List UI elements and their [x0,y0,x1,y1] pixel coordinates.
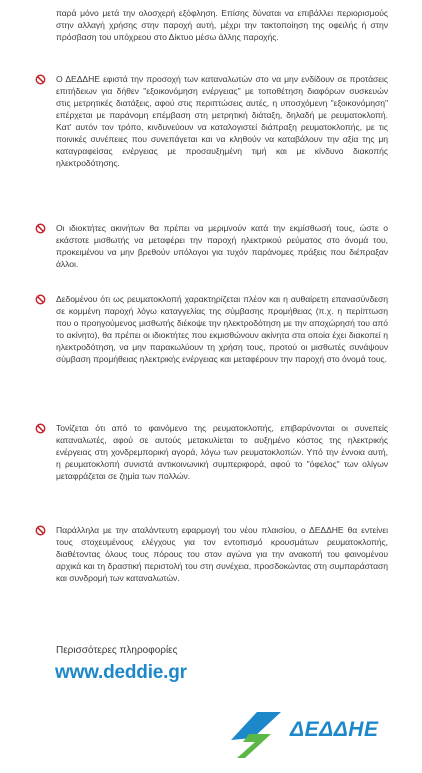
prohibition-icon [35,423,46,434]
intro-paragraph [56,7,388,43]
bullet-item [56,222,388,270]
intro-text: παρά μόνο μετά την ολοσχερή εξόφληση. Επίσης δύναται να επιβάλλει περιορισμούς στην αλλαγή χρήσης στην παροχή αυτή, μέχρι την τακτοποίηση της οφειλής ή στην πρόσβαση του υπόχρεου στο Δίκτυο μέσω άλλης παροχής. [56,8,388,42]
bullet-text: Δεδομένου ότι ως ρευματοκλοπή χαρακτηρίζεται πλέον και η αυθαίρετη επανασύνδεση σε κομμένη παροχή λόγω καταγγελίας της σύμβασης προμήθειας (π.χ. η περίπτωση που ο προηγούμενος μισθωτής διέκοψε την ηλεκτροδότηση με την αποχώρησή του από το ακίνητο), θα πρέπει οι ιδιοκτήτες που εκμισθώνουν ακίνητα στα οποία έχει διακοπεί η ηλεκτροδότηση, να μην παρακωλύουν τη χρήση τους, προτού οι μισθωτές συνάψουν σύμβαση προμήθειας ηλεκτρικής ενέργειας και μεταφέρουν την παροχή στο όνομά τους. [56,294,388,364]
bullet-item [56,293,388,365]
bullet-item [56,422,388,482]
logo-wordmark: ΔΕΔΔΗΕ [290,718,379,741]
prohibition-icon [35,223,46,234]
prohibition-icon [35,294,46,305]
bullet-text: Οι ιδιοκτήτες ακινήτων θα πρέπει να μεριμνούν κατά την εκμίσθωσή τους, ώστε ο εκάστοτε μισθωτής να μεταφέρει την παροχή ηλεκτρικού ρεύματος στο όνομά του, προκειμένου να μην βρεθούν υπόλογοι για τυχόν παράνομες πράξεις που διέπραξαν άλλοι. [56,223,388,269]
bullet-item [56,524,388,584]
more-info-label: Περισσότερες πληροφορίες [56,645,178,656]
bullet-text: Ο ΔΕΔΔΗΕ εφιστά την προσοχή των καταναλωτών στο να μην ενδίδουν σε προτάσεις επιτήδειων για δήθεν "εξοικονόμηση ενέργειας" με τοποθέτηση διαφόρων συσκευών στις μετρητικές διατάξεις, αφού στις περιπτώσεις αυτές, η υποσχόμενη "εξοικονόμηση" επέρχεται με παράνομη επέμβαση στη μετρητική διάταξη, δηλαδή με ρευματοκλοπή. Κατ' αυτόν τον τρόπο, κινδυνεύουν να καταλογιστεί διάπραξη ρευματοκλοπής, με τις ποινικές συνέπειες που συνεπάγεται και να κληθούν να καταβάλουν την αξία της μη καταγραφείσας ενέργειας με προσαυξημένη τιμή και με κίνδυνο διακοπής ηλεκτροδότησης. [56,74,388,168]
prohibition-icon [35,74,46,85]
prohibition-icon [35,525,46,536]
bullet-item [56,73,388,169]
bullet-text: Παράλληλα με την αταλάντευτη εφαρμογή του νέου πλαισίου, ο ΔΕΔΔΗΕ θα εντείνει τους στοχευμένους ελέγχους για τον εντοπισμό κρουσμάτων ρευματοκλοπής, διαθέτοντας όλους τους πόρους του στον αγώνα για την ανακοπή του φαινομένου αρχικά και τη δραστική περιστολή του στη συνέχεια, προσδοκώντας στη συμπαράσταση και συνδρομή των καταναλωτών. [56,525,388,583]
bullet-text: Τονίζεται ότι από το φαινόμενο της ρευματοκλοπής, επιβαρύνονται οι συνεπείς καταναλωτές, αφού σε αυτούς μετακυλίεται το αυξημένο κόστος της ηλεκτρικής ενέργειας στη χονδρεμπορική αγορά, λόγω των ρευματοκλοπών. Υπό την έννοια αυτή, η ρευματοκλοπή συνιστά αντικοινωνική συμπεριφορά, αφού το "όφελος" των ολίγων μεταφράζεται σε ζημία των πολλών. [56,423,388,481]
website-link[interactable]: www.deddie.gr [55,662,187,683]
